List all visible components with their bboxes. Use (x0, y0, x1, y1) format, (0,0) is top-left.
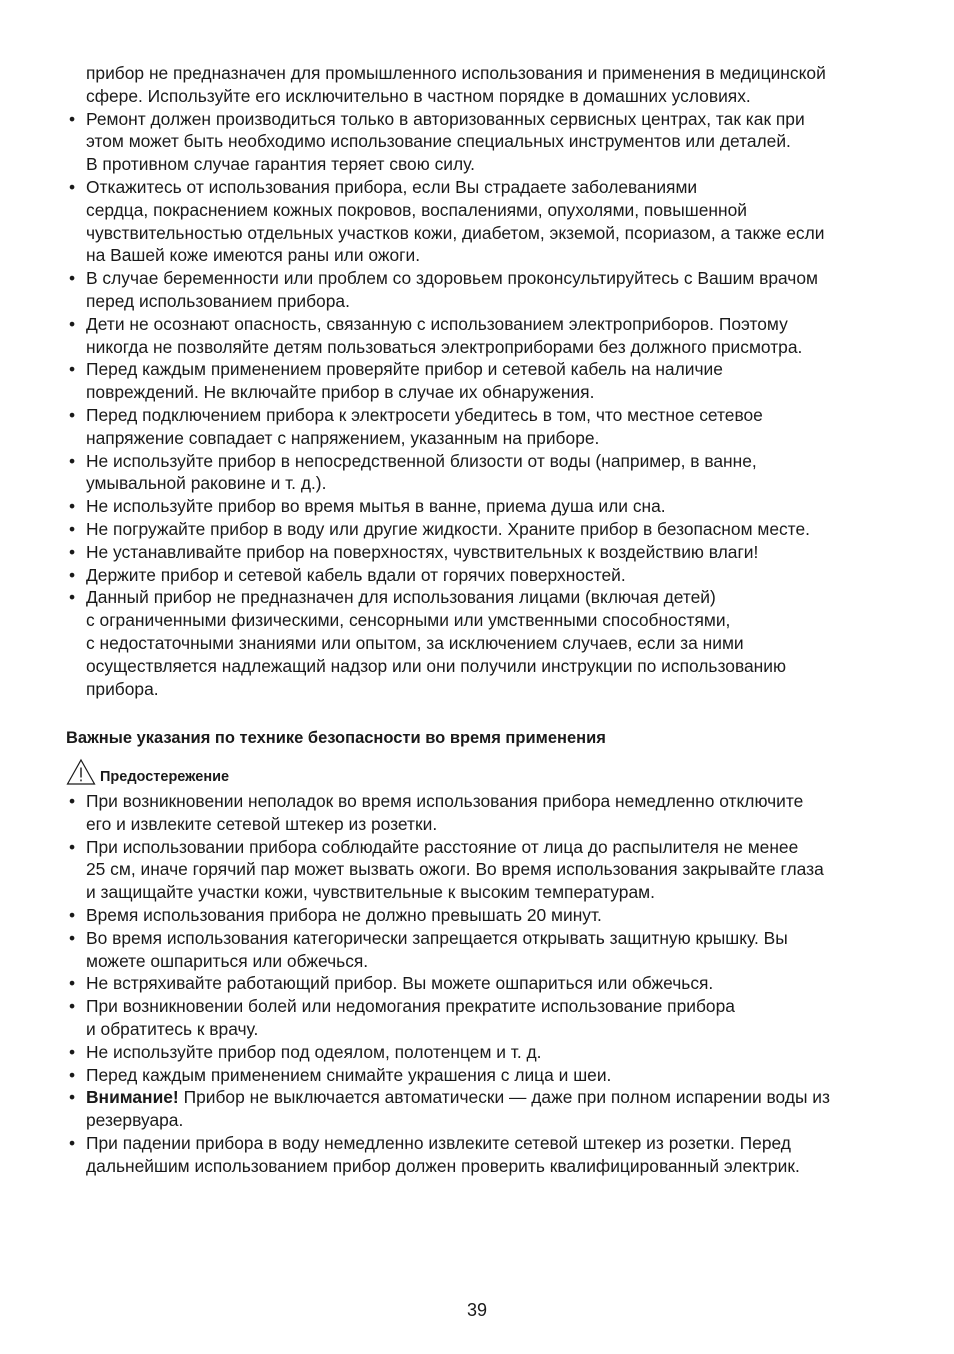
list-item-line (66, 1132, 896, 1155)
precautions-list (66, 108, 896, 701)
bullet-icon: • (69, 176, 76, 197)
bullet-icon: • (69, 927, 76, 948)
list-item-line (66, 790, 896, 813)
list-item-line (66, 267, 896, 290)
bullet-icon: • (69, 541, 76, 562)
list-item-text: Ремонт должен производиться только в авторизованных сервисных центрах, так как при (86, 108, 805, 129)
attention-label: Внимание! (86, 1087, 179, 1108)
list-item-line (66, 176, 896, 199)
bullet-icon: • (69, 268, 76, 289)
list-item-text: Данный прибор не предназначен для использования лицами (включая детей) (86, 587, 716, 608)
list-item-line: и защищайте участки кожи, чувствительные к высоким температурам. (86, 882, 655, 903)
bullet-icon: • (69, 587, 76, 608)
list-item-line (66, 313, 896, 336)
list-item-text: Не устанавливайте прибор на поверхностях, чувствительных к воздействию влаги! (86, 541, 759, 562)
list-item-line: и обратитесь к врачу. (86, 1018, 259, 1039)
usage-warnings-list (66, 790, 896, 1178)
list-item-text: Перед каждым применением снимайте украшения с лица и шеи. (86, 1064, 612, 1085)
bullet-icon: • (69, 973, 76, 994)
list-item-line: с ограниченными физическими, сенсорными или умственными способностями, (86, 610, 731, 631)
list-item-line: напряжение совпадает с напряжением, указанным на приборе. (86, 427, 600, 448)
bullet-icon: • (69, 1064, 76, 1085)
list-item-text: Перед каждым применением проверяйте прибор и сетевой кабель на наличие (86, 359, 723, 380)
bullet-icon: • (69, 450, 76, 471)
warning-triangle-icon (66, 758, 96, 786)
bullet-icon: • (69, 496, 76, 517)
list-item-line (66, 541, 896, 564)
list-item-line: перед использованием прибора. (86, 290, 350, 311)
list-item-line (66, 1041, 896, 1064)
attention-text: Прибор не выключается автоматически — даже при полном испарении воды из (178, 1087, 830, 1108)
bullet-icon: • (69, 359, 76, 380)
list-item-line (66, 108, 896, 131)
list-item-line: 25 см, иначе горячий пар может вызвать ожоги. Во время использования закрывайте глаза (86, 859, 824, 880)
list-item-text: При падении прибора в воду немедленно извлеките сетевой штекер из розетки. Перед (86, 1132, 791, 1153)
list-item-text: Не используйте прибор в непосредственной близости от воды (например, в ванне, (86, 450, 757, 471)
list-item-line (66, 450, 896, 473)
list-item-text: Дети не осознают опасность, связанную с использованием электроприборов. Поэтому (86, 313, 788, 334)
list-item-text: В случае беременности или проблем со здоровьем проконсультируйтесь с Вашим врачом (86, 268, 818, 289)
bullet-icon: • (69, 108, 76, 129)
list-item-line: сердца, покраснением кожных покровов, воспалениями, опухолями, повышенной (86, 199, 747, 220)
list-item-line: умывальной раковине и т. д.). (86, 473, 327, 494)
bullet-icon: • (69, 518, 76, 539)
list-item-text: При возникновении болей или недомогания прекратите использование прибора (86, 996, 735, 1017)
list-item-line: на Вашей коже имеются раны или ожоги. (86, 245, 421, 266)
list-item-line: повреждений. Не включайте прибор в случае их обнаружения. (86, 382, 595, 403)
list-item-line: резервуара. (86, 1110, 184, 1131)
list-item-line (66, 836, 896, 859)
bullet-icon: • (69, 1041, 76, 1062)
list-item-text: При использовании прибора соблюдайте расстояние от лица до распылителя не менее (86, 836, 799, 857)
list-item-line: прибора. (86, 678, 159, 699)
list-item-line: можете ошпариться или обжечься. (86, 950, 369, 971)
bullet-icon: • (69, 904, 76, 925)
list-item-line (66, 404, 896, 427)
list-item-line (66, 927, 896, 950)
list-item-text: Не используйте прибор под одеялом, полотенцем и т. д. (86, 1041, 542, 1062)
page-number: 39 (466, 1300, 488, 1320)
list-item-text: Перед подключением прибора к электросети убедитесь в том, что местное сетевое (86, 404, 763, 425)
list-item-line (66, 358, 896, 381)
list-item-line (66, 495, 896, 518)
list-item-line (66, 972, 896, 995)
list-item-line: осуществляется надлежащий надзор или они получили инструкции по использованию (86, 655, 787, 676)
bullet-icon: • (69, 791, 76, 811)
bullet-icon: • (69, 1132, 76, 1153)
list-item-text: Время использования прибора не должно превышать 20 минут. (86, 904, 602, 925)
intro-line: сфере. Используйте его исключительно в частном порядке в домашних условиях. (86, 85, 751, 106)
warning-label: Предостережение (100, 769, 230, 785)
list-item-line: никогда не позволяйте детям пользоваться электроприборами без должного присмотра. (86, 336, 803, 357)
intro-line: прибор не предназначен для промышленного использования и применения в медицинской (86, 63, 826, 83)
bullet-icon: • (69, 1087, 76, 1108)
list-item-line: В противном случае гарантия теряет свою силу. (86, 154, 475, 175)
document-body (66, 62, 896, 700)
list-item-line (66, 564, 896, 587)
list-item-text: Не используйте прибор во время мытья в ванне, приема душа или сна. (86, 496, 666, 517)
list-item-text: Не погружайте прибор в воду или другие жидкости. Храните прибор в безопасном месте. (86, 518, 810, 539)
list-item-text: Не встряхивайте работающий прибор. Вы можете ошпариться или обжечься. (86, 973, 714, 994)
list-item-line: чувствительностью отдельных участков кожи, диабетом, экземой, псориазом, а также если (86, 222, 825, 243)
section-heading: Важные указания по технике безопасности во время применения (66, 729, 606, 747)
list-item-line (66, 1086, 896, 1109)
bullet-icon: • (69, 836, 76, 857)
bullet-icon: • (69, 404, 76, 425)
list-item-line (66, 518, 896, 541)
list-item-line: с недостаточными знаниями или опытом, за исключением случаев, если за ними (86, 632, 744, 653)
list-item-text: При возникновении неполадок во время использования прибора немедленно отключите (86, 791, 804, 811)
list-item-line: этом может быть необходимо использование специальных инструментов или деталей. (86, 131, 791, 152)
list-item-text: Во время использования категорически запрещается открывать защитную крышку. Вы (86, 927, 788, 948)
list-item-line: его и извлеките сетевой штекер из розетки. (86, 813, 438, 834)
list-item-text: Откажитесь от использования прибора, если Вы страдаете заболеваниями (86, 176, 698, 197)
list-item-text: Держите прибор и сетевой кабель вдали от горячих поверхностей. (86, 564, 626, 585)
bullet-icon: • (69, 996, 76, 1017)
list-item-line: дальнейшим использованием прибор должен проверить квалифицированный электрик. (86, 1155, 800, 1176)
list-item-line (66, 995, 896, 1018)
list-item-line (66, 904, 896, 927)
list-item-line (66, 1064, 896, 1087)
bullet-icon: • (69, 313, 76, 334)
list-item-line (66, 586, 896, 609)
bullet-icon: • (69, 564, 76, 585)
